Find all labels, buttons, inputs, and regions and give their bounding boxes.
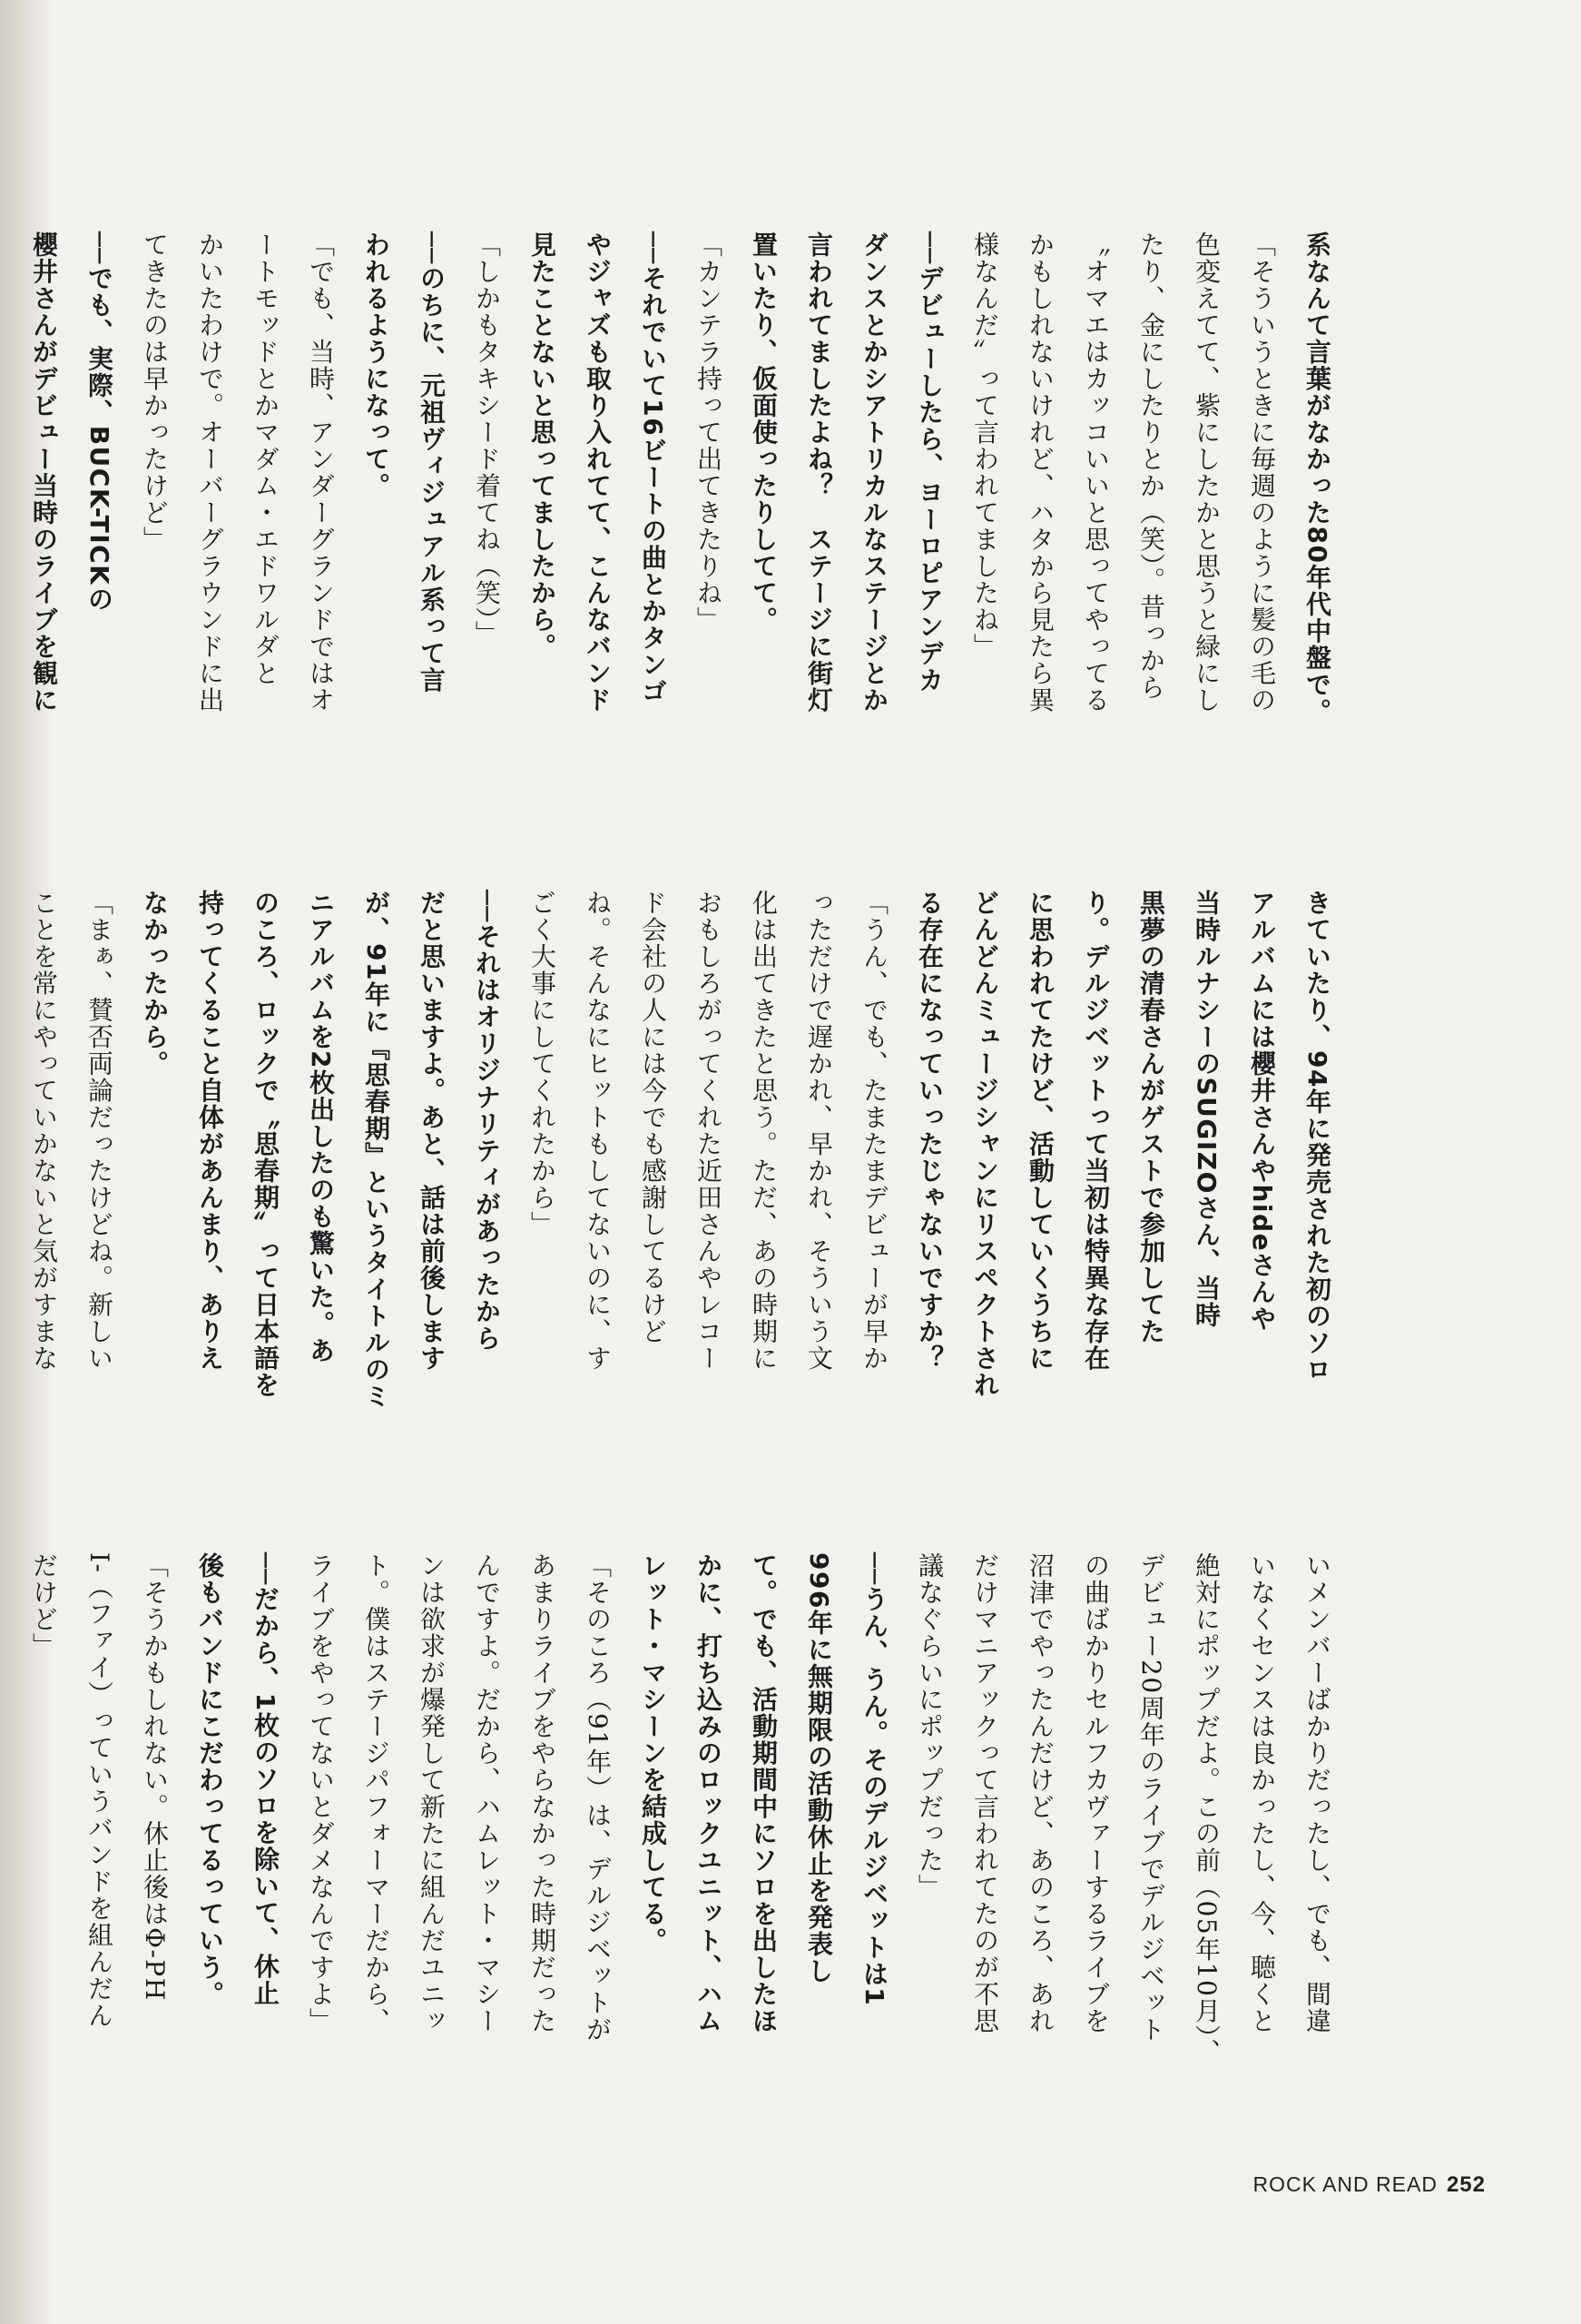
interview-question-line: のころ、ロックで〝思春期〟って日本語を bbox=[250, 890, 280, 1399]
interview-question-line: ──でも、実際、BUCK-TICKの bbox=[84, 231, 114, 613]
interview-question-line: やジャズも取り入れてて、こんなバンド bbox=[583, 231, 613, 714]
interview-question-line: ──のちに、元祖ヴィジュアル系って言 bbox=[417, 231, 447, 694]
interview-question-line: 置いたり、仮面使ったりしてて。 bbox=[749, 231, 779, 634]
interview-question-line: なかったから。 bbox=[140, 890, 170, 1078]
interview-question-line: 見たことないと思ってましたから。 bbox=[527, 231, 557, 660]
interview-answer-line: だけど」 bbox=[29, 1552, 59, 1659]
interview-answer-line: てきたのは早かったけど」 bbox=[140, 231, 170, 553]
interview-answer-line: ートモッドとかマダム・エドワルダと bbox=[250, 231, 280, 687]
interview-answer-line: 「そうかもしれない。休止後はΦ-PH bbox=[140, 1552, 170, 2002]
interview-answer-line: 「カンテラ持って出てきたりね」 bbox=[693, 231, 723, 634]
interview-question-line: 櫻井さんがデビュー当時のライブを観に bbox=[29, 231, 59, 714]
interview-answer-line: デビュー20周年のライブでデルジベット bbox=[1136, 1552, 1166, 2043]
interview-answer-line: 〝オマエはカッコいいと思ってやってる bbox=[1081, 231, 1111, 714]
interview-answer-line: 議なぐらいにポップだった」 bbox=[915, 1552, 945, 1901]
text-block-lower bbox=[29, 1552, 1345, 2142]
interview-answer-line: ド会社の人には今でも感謝してるけど bbox=[638, 890, 668, 1345]
interview-question-line: どんどんミュージシャンにリスペクトされ bbox=[970, 890, 1000, 1399]
interview-question-line: ──うん、うん。そのデルジベットは1 bbox=[859, 1552, 889, 2007]
interview-question-line: ニアルバムを2枚出したのも驚いた。あ bbox=[306, 890, 336, 1364]
interview-question-line: に思われてたけど、活動していくうちに bbox=[1026, 890, 1056, 1372]
interview-answer-line: んですよ。だから、ハムレット・マシー bbox=[472, 1552, 502, 2034]
interview-question-line: かに、打ち込みのロックユニット、ハム bbox=[693, 1552, 723, 2034]
interview-question-line: 持ってくること自体があんまり、ありえ bbox=[195, 890, 225, 1372]
interview-question-line: 言われてましたよね？ ステージに街灯 bbox=[804, 231, 834, 714]
interview-question-line: ──だから、1枚のソロを除いて、休止 bbox=[250, 1552, 280, 2007]
interview-answer-line: いなくセンスは良かったし、今、聴くと bbox=[1247, 1552, 1277, 2034]
interview-answer-line: おもしろがってくれた近田さんやレコー bbox=[693, 890, 723, 1372]
interview-question-line: 後もバンドにこだわってるっていう。 bbox=[195, 1552, 225, 2008]
interview-question-line: ダンスとかシアトリカルなステージとか bbox=[859, 231, 889, 714]
text-block-upper bbox=[29, 231, 1345, 822]
text-block-middle bbox=[29, 890, 1345, 1480]
interview-question-line: われるようになって。 bbox=[361, 231, 391, 499]
interview-answer-line: いメンバーばかりだったし、でも、間違 bbox=[1302, 1552, 1332, 2034]
interview-answer-line: たり、金にしたりとか（笑）。昔っから bbox=[1136, 231, 1166, 701]
interview-question-line: る存在になっていったじゃないですか？ bbox=[915, 890, 945, 1372]
interview-question-line: 当時ルナシーのSUGIZOさん、当時 bbox=[1192, 890, 1222, 1329]
interview-answer-line: 「そのころ（91年）は、デルジベットが bbox=[583, 1552, 613, 2043]
interview-answer-line: 「でも、当時、アンダーグランドではオ bbox=[306, 231, 336, 714]
interview-answer-line: ライブをやってないとダメなんですよ」 bbox=[306, 1552, 336, 2034]
interview-question-line: きていたり、94年に発売された初のソロ bbox=[1302, 890, 1332, 1384]
interview-question-line: ──それはオリジナリティがあったから bbox=[472, 890, 502, 1352]
interview-answer-line: 色変えてて、紫にしたかと思うと緑にし bbox=[1192, 231, 1222, 714]
interview-answer-line: ね。そんなにヒットもしてないのに、す bbox=[583, 890, 613, 1372]
magazine-name: ROCK AND READ bbox=[1252, 2172, 1438, 2196]
interview-answer-line: ことを常にやっていかないと気がすまな bbox=[29, 890, 59, 1372]
interview-question-line: ──それでいて16ビートの曲とかタンゴ bbox=[638, 231, 668, 705]
interview-question-line: が、91年に『思春期』というタイトルのミ bbox=[361, 890, 391, 1410]
interview-answer-line: ンは欲求が爆発して新たに組んだユニッ bbox=[417, 1552, 447, 2034]
interview-question-line: 系なんて言葉がなかった80年代中盤で。 bbox=[1302, 231, 1332, 725]
interview-question-line: だと思いますよ。あと、話は前後します bbox=[417, 890, 447, 1372]
interview-answer-line: 化は出てきたと思う。ただ、あの時期に bbox=[749, 890, 779, 1372]
interview-answer-line: 「しかもタキシード着てね（笑）」 bbox=[472, 231, 502, 647]
page-number: 252 bbox=[1446, 2172, 1486, 2197]
interview-answer-line: っただけで遅かれ、早かれ、そういう文 bbox=[804, 890, 834, 1372]
interview-question-line: 黒夢の清春さんがゲストで参加してた bbox=[1136, 890, 1166, 1345]
interview-question-line: て。でも、活動期間中にソロを出したほ bbox=[749, 1552, 779, 2034]
interview-question-line: レット・マシーンを結成してる。 bbox=[638, 1552, 668, 1955]
interview-answer-line: の曲ばかりセルフカヴァーするライブを bbox=[1081, 1552, 1111, 2034]
interview-answer-line: 「そういうときに毎週のように髪の毛の bbox=[1247, 231, 1277, 714]
interview-answer-line: ト。僕はステージパフォーマーだから、 bbox=[361, 1552, 391, 2034]
interview-answer-line: あまりライブをやらなかった時期だった bbox=[527, 1552, 557, 2034]
page-footer bbox=[1253, 2172, 1486, 2198]
interview-answer-line: I-（ファイ）っていうバンドを組んだん bbox=[84, 1552, 114, 2030]
interview-question-line: アルバムには櫻井さんやhideさんや bbox=[1247, 890, 1277, 1333]
interview-answer-line: ごく大事にしてくれたから」 bbox=[527, 890, 557, 1238]
interview-answer-line: 絶対にポップだよ。この前（05年10月）、 bbox=[1192, 1552, 1222, 2065]
interview-answer-line: 「まぁ、賛否両論だったけどね。新しい bbox=[84, 890, 114, 1372]
interview-answer-line: 沼津でやったんだけど、あのころ、あれ bbox=[1026, 1552, 1056, 2034]
interview-question-line: り。デルジベットって当初は特異な存在 bbox=[1081, 890, 1111, 1372]
interview-answer-line: かもしれないけれど、ハタから見たら異 bbox=[1026, 231, 1056, 714]
interview-answer-line: 様なんだ〟って言われてましたね」 bbox=[970, 231, 1000, 660]
interview-question-line: 996年に無期限の活動休止を発表し bbox=[804, 1552, 834, 1984]
interview-question-line: ──デビューしたら、ヨーロピアンデカ bbox=[915, 231, 945, 694]
interview-answer-line: 「うん、でも、たまたまデビューが早か bbox=[859, 890, 889, 1372]
interview-answer-line: かいたわけで。オーバーグラウンドに出 bbox=[195, 231, 225, 714]
interview-answer-line: だけマニアックって言われてたのが不思 bbox=[970, 1552, 1000, 2034]
